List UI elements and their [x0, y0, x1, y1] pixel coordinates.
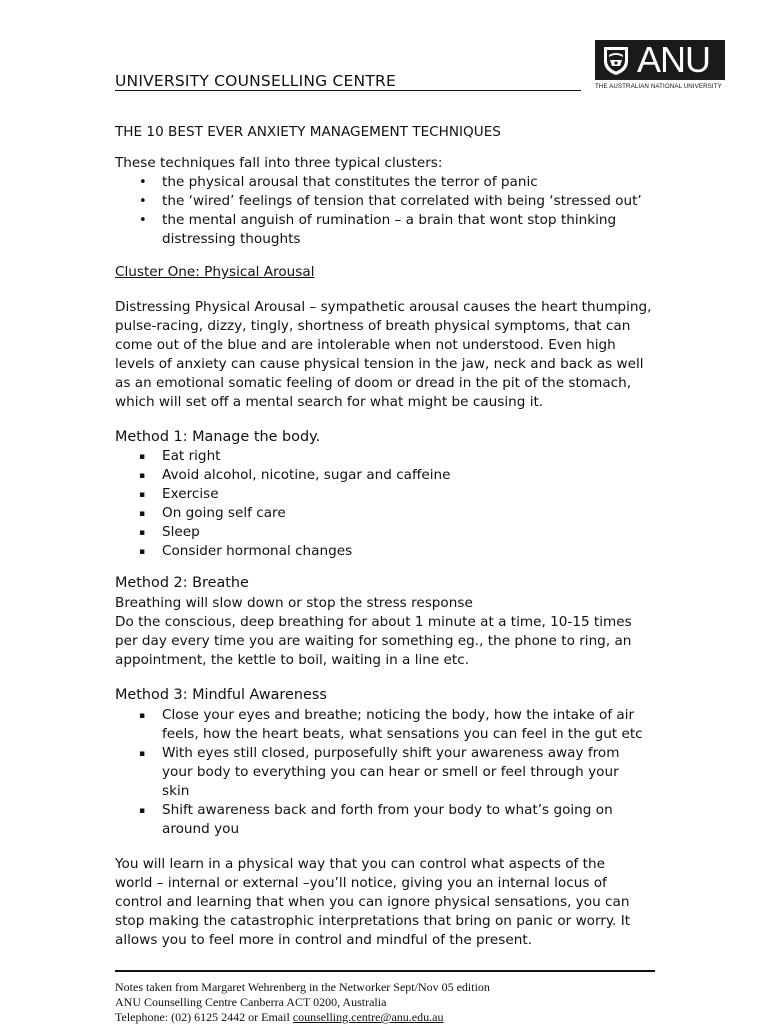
cluster-one-heading: Cluster One: Physical Arousal — [115, 264, 315, 280]
text-line: which will set off a mental search for what might be causing it. — [115, 394, 544, 410]
method-2-heading: Method 2: Breathe — [115, 575, 249, 591]
method-1-heading: Method 1: Manage the body. — [115, 429, 321, 445]
list-item-text: around you — [162, 821, 240, 837]
list-item-text: feels, how the heart beats, what sensations you can feel in the gut etc — [162, 726, 643, 742]
list-item-text: Exercise — [162, 486, 219, 502]
bullet-icon: • — [139, 194, 147, 209]
text-line: pulse-racing, dizzy, tingly, shortness of breath physical symptoms, that can — [115, 318, 631, 334]
document-title: THE 10 BEST EVER ANXIETY MANAGEMENT TECHNIQUES — [115, 124, 501, 140]
text-line: appointment, the kettle to boil, waiting in a line etc. — [115, 652, 470, 668]
list-item-text: Eat right — [162, 448, 221, 464]
list-item-text: your body to everything you can hear or smell or feel through your — [162, 764, 619, 780]
list-item — [115, 523, 675, 542]
text-line: Do the conscious, deep breathing for about 1 minute at a time, 10-15 times — [115, 614, 632, 630]
organization-name: UNIVERSITY COUNSELLING CENTRE — [115, 72, 396, 90]
list-item-text: Sleep — [162, 524, 200, 540]
text-line: Breathing will slow down or stop the stress response — [115, 595, 473, 611]
list-item — [115, 801, 675, 839]
bullet-icon: ▪ — [139, 471, 146, 481]
footer-address: ANU Counselling Centre Canberra ACT 0200, Australia — [115, 995, 387, 1009]
list-item — [115, 706, 675, 744]
header-rule — [115, 90, 581, 91]
list-item — [115, 447, 675, 466]
method-2-paragraph — [115, 594, 675, 670]
list-item-text: skin — [162, 783, 190, 799]
text-line: stop making the catastrophic interpretations that bring on panic or worry. It — [115, 913, 631, 929]
list-item-text: Close your eyes and breathe; noticing the body, how the intake of air — [162, 707, 635, 723]
list-item — [115, 504, 675, 523]
text-line: levels of anxiety can cause physical tension in the jaw, neck and back as well — [115, 356, 644, 372]
text-line: as an emotional somatic feeling of doom or dread in the pit of the stomach, — [115, 375, 632, 391]
text-line: Distressing Physical Arousal – sympathetic arousal causes the heart thumping, — [115, 299, 652, 315]
method-1-list — [115, 447, 675, 561]
footer-rule — [115, 970, 655, 972]
cluster-list — [115, 173, 675, 249]
crest-icon — [599, 43, 633, 77]
logo-box — [595, 40, 725, 80]
text-line: per day every time you are waiting for something eg., the phone to ring, an — [115, 633, 632, 649]
logo-subtitle: THE AUSTRALIAN NATIONAL UNIVERSITY — [595, 83, 722, 90]
list-item-text: Consider hormonal changes — [162, 543, 353, 559]
bullet-icon: ▪ — [139, 490, 146, 500]
bullet-icon: • — [139, 213, 147, 228]
method-3-list — [115, 706, 675, 839]
list-item-text: Avoid alcohol, nicotine, sugar and caffeine — [162, 467, 451, 483]
method-3-heading: Method 3: Mindful Awareness — [115, 687, 327, 703]
bullet-icon: • — [139, 175, 147, 190]
footer-notes: Notes taken from Margaret Wehrenberg in the Networker Sept/Nov 05 edition — [115, 980, 490, 994]
list-item-text: On going self care — [162, 505, 286, 521]
list-item — [115, 542, 675, 561]
closing-paragraph — [115, 855, 675, 950]
bullet-icon: ▪ — [139, 749, 146, 759]
list-item-text: distressing thoughts — [162, 231, 301, 247]
list-item-text: the ‘wired’ feelings of tension that correlated with being ‘stressed out’ — [162, 193, 642, 209]
cluster-one-paragraph — [115, 298, 675, 412]
text-line: control and learning that when you can ignore physical sensations, you can — [115, 894, 630, 910]
list-item-text: With eyes still closed, purposefully shift your awareness away from — [162, 745, 620, 761]
list-item-text: Shift awareness back and forth from your body to what’s going on — [162, 802, 613, 818]
bullet-icon: ▪ — [139, 528, 146, 538]
text-line: allows you to feel more in control and mindful of the present. — [115, 932, 532, 948]
text-line: You will learn in a physical way that you can control what aspects of the — [115, 856, 605, 872]
bullet-icon: ▪ — [139, 806, 146, 816]
intro-lead: These techniques fall into three typical clusters: — [115, 155, 443, 171]
logo-wordmark: ANU — [637, 39, 711, 80]
text-line: come out of the blue and are intolerable when not understood. Even high — [115, 337, 616, 353]
email-link[interactable]: counselling.centre@anu.edu.au — [292, 1010, 444, 1024]
bullet-icon: ▪ — [139, 509, 146, 519]
footer-phone: Telephone: (02) 6125 2442 or Email — [115, 1010, 293, 1024]
bullet-icon: ▪ — [139, 547, 146, 557]
list-item-text: the mental anguish of rumination – a brain that wont stop thinking — [162, 212, 617, 228]
bullet-icon: ▪ — [139, 711, 146, 721]
list-item — [115, 485, 675, 504]
list-item — [115, 211, 675, 249]
list-item — [115, 173, 675, 192]
bullet-icon: ▪ — [139, 452, 146, 462]
anu-logo — [595, 40, 725, 94]
footer-contact — [115, 1010, 443, 1025]
list-item — [115, 466, 675, 485]
list-item-text: the physical arousal that constitutes the terror of panic — [162, 174, 538, 190]
text-line: world – internal or external –you’ll notice, giving you an internal locus of — [115, 875, 607, 891]
list-item — [115, 192, 675, 211]
list-item — [115, 744, 675, 801]
